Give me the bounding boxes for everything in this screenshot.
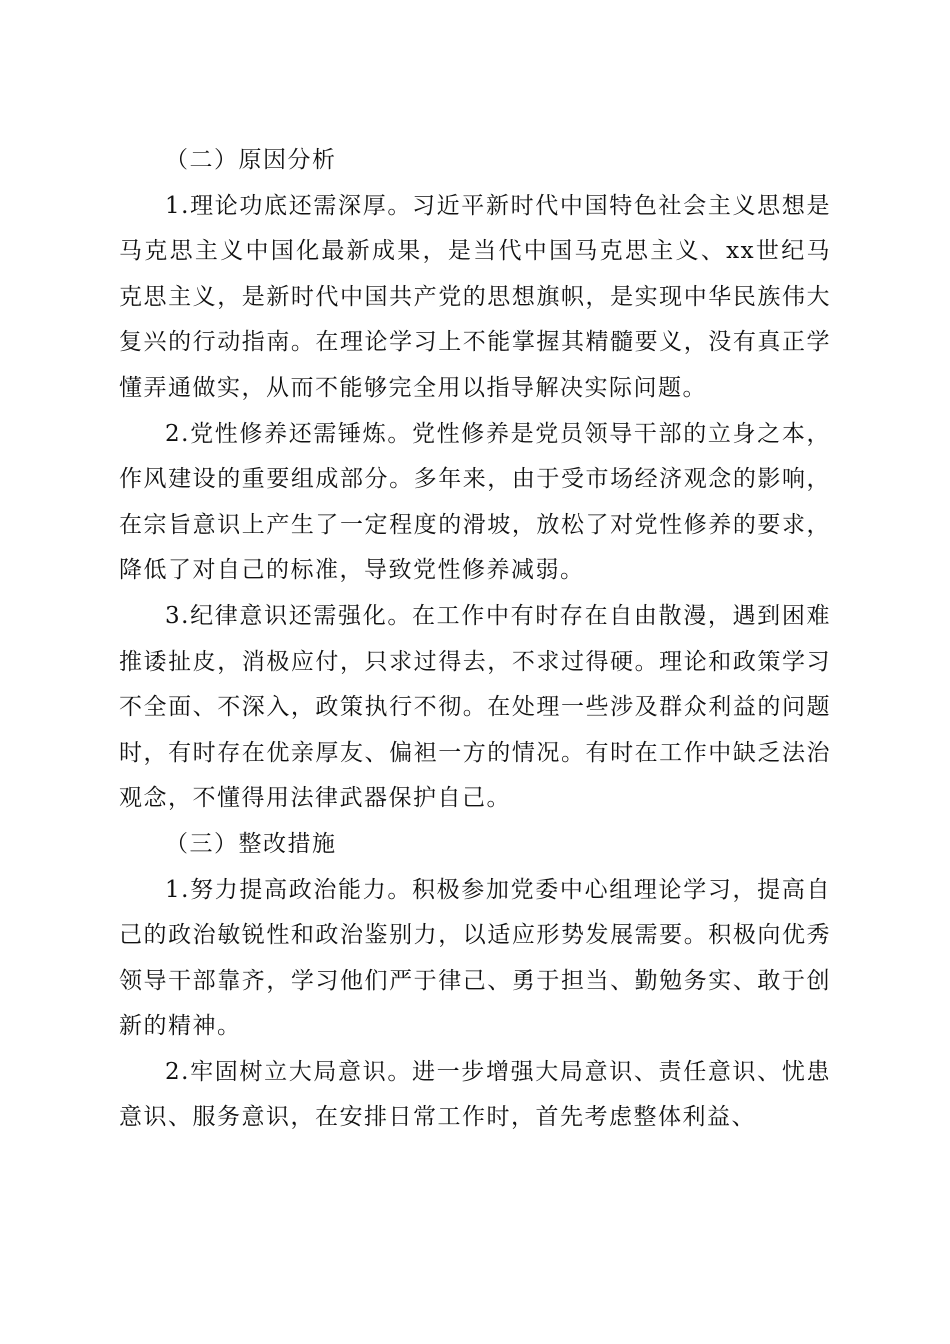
section-cause-analysis [119,138,831,822]
paragraph-overall-awareness: 2.牢固树立大局意识。进一步增强大局意识、责任意识、忧患意识、服务意识，在安排日常工作时，首先考虑整体利益、 [119,1058,831,1131]
section-rectification-measures [119,822,831,1141]
section-heading-cause-analysis: （二）原因分析 [165,147,337,173]
section-heading-rectification-measures: （三）整改措施 [165,830,337,857]
document-body [119,138,831,1141]
paragraph-political-ability: 1.努力提高政治能力。积极参加党委中心组理论学习，提高自己的政治敏锐性和政治鉴别力，以适应形势发展需要。积极向优秀领导干部靠齐，学习他们严于律己、勇于担当、勤勉务实、敢于创新的精神。 [119,876,831,1040]
paragraph-party-cultivation: 2.党性修养还需锤炼。党性修养是党员领导干部的立身之本，作风建设的重要组成部分。多年来，由于受市场经济观念的影响，在宗旨意识上产生了一定程度的滑坡，放松了对党性修养的要求，降低了对自己的标准，导致党性修养减弱。 [119,420,831,584]
paragraph-theory-foundation: 1.理论功底还需深厚。习近平新时代中国特色社会主义思想是马克思主义中国化最新成果，是当代中国马克思主义、xx世纪马克思主义，是新时代中国共产党的思想旗帜，是实现中华民族伟大复兴的行动指南。在理论学习上不能掌握其精髓要义，没有真正学懂弄通做实，从而不能够完全用以指导解决实际问题。 [119,192,831,401]
paragraph-discipline-awareness: 3.纪律意识还需强化。在工作中有时存在自由散漫，遇到困难推诿扯皮，消极应付，只求过得去，不求过得硬。理论和政策学习不全面、不深入，政策执行不彻。在处理一些涉及群众利益的问题时，有时存在优亲厚友、偏袒一方的情况。有时在工作中缺乏法治观念，不懂得用法律武器保护自己。 [119,602,831,812]
